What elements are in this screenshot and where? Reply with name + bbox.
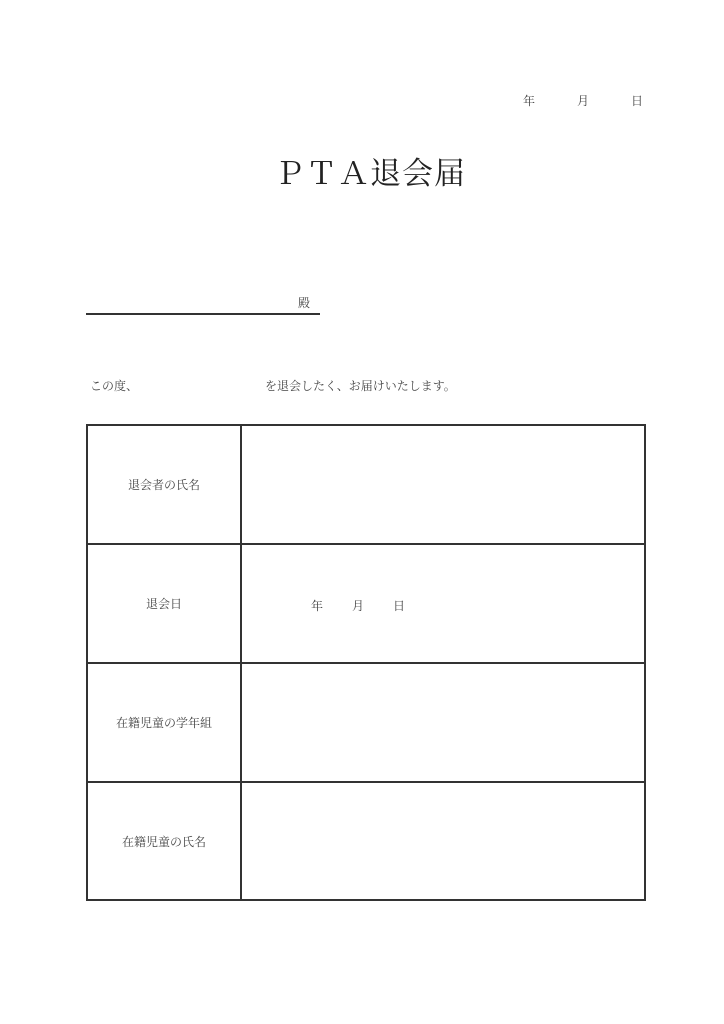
header-date-day: 日	[631, 94, 644, 108]
withdrawal-form-table	[86, 424, 646, 901]
table-row-child-name	[88, 783, 644, 899]
label-member-name: 退会者の氏名	[88, 426, 242, 543]
statement-prefix: この度、	[90, 379, 139, 393]
addressee-field[interactable]	[86, 313, 320, 315]
label-child-name: 在籍児童の氏名	[88, 783, 242, 899]
withdrawal-date-month: 月	[352, 599, 365, 613]
header-date-year: 年	[523, 94, 536, 108]
label-child-grade-class: 在籍児童の学年組	[88, 664, 242, 781]
withdrawal-date-year: 年	[311, 599, 324, 613]
table-row-withdrawal-date	[88, 545, 644, 664]
child-name-field[interactable]	[242, 783, 644, 899]
addressee-honorific: 殿	[298, 296, 311, 310]
member-name-field[interactable]	[242, 426, 644, 543]
organization-blank-field[interactable]	[140, 377, 260, 393]
withdrawal-date-field[interactable]	[242, 545, 644, 662]
table-row-child-grade-class	[88, 664, 644, 783]
header-date-month: 月	[577, 94, 590, 108]
table-row-member-name	[88, 426, 644, 545]
label-withdrawal-date: 退会日	[88, 545, 242, 662]
withdrawal-date-day: 日	[393, 599, 406, 613]
statement-suffix: を退会したく、お届けいたします。	[265, 379, 456, 393]
child-grade-class-field[interactable]	[242, 664, 644, 781]
document-title: ＰＴＡ退会届	[274, 156, 466, 192]
